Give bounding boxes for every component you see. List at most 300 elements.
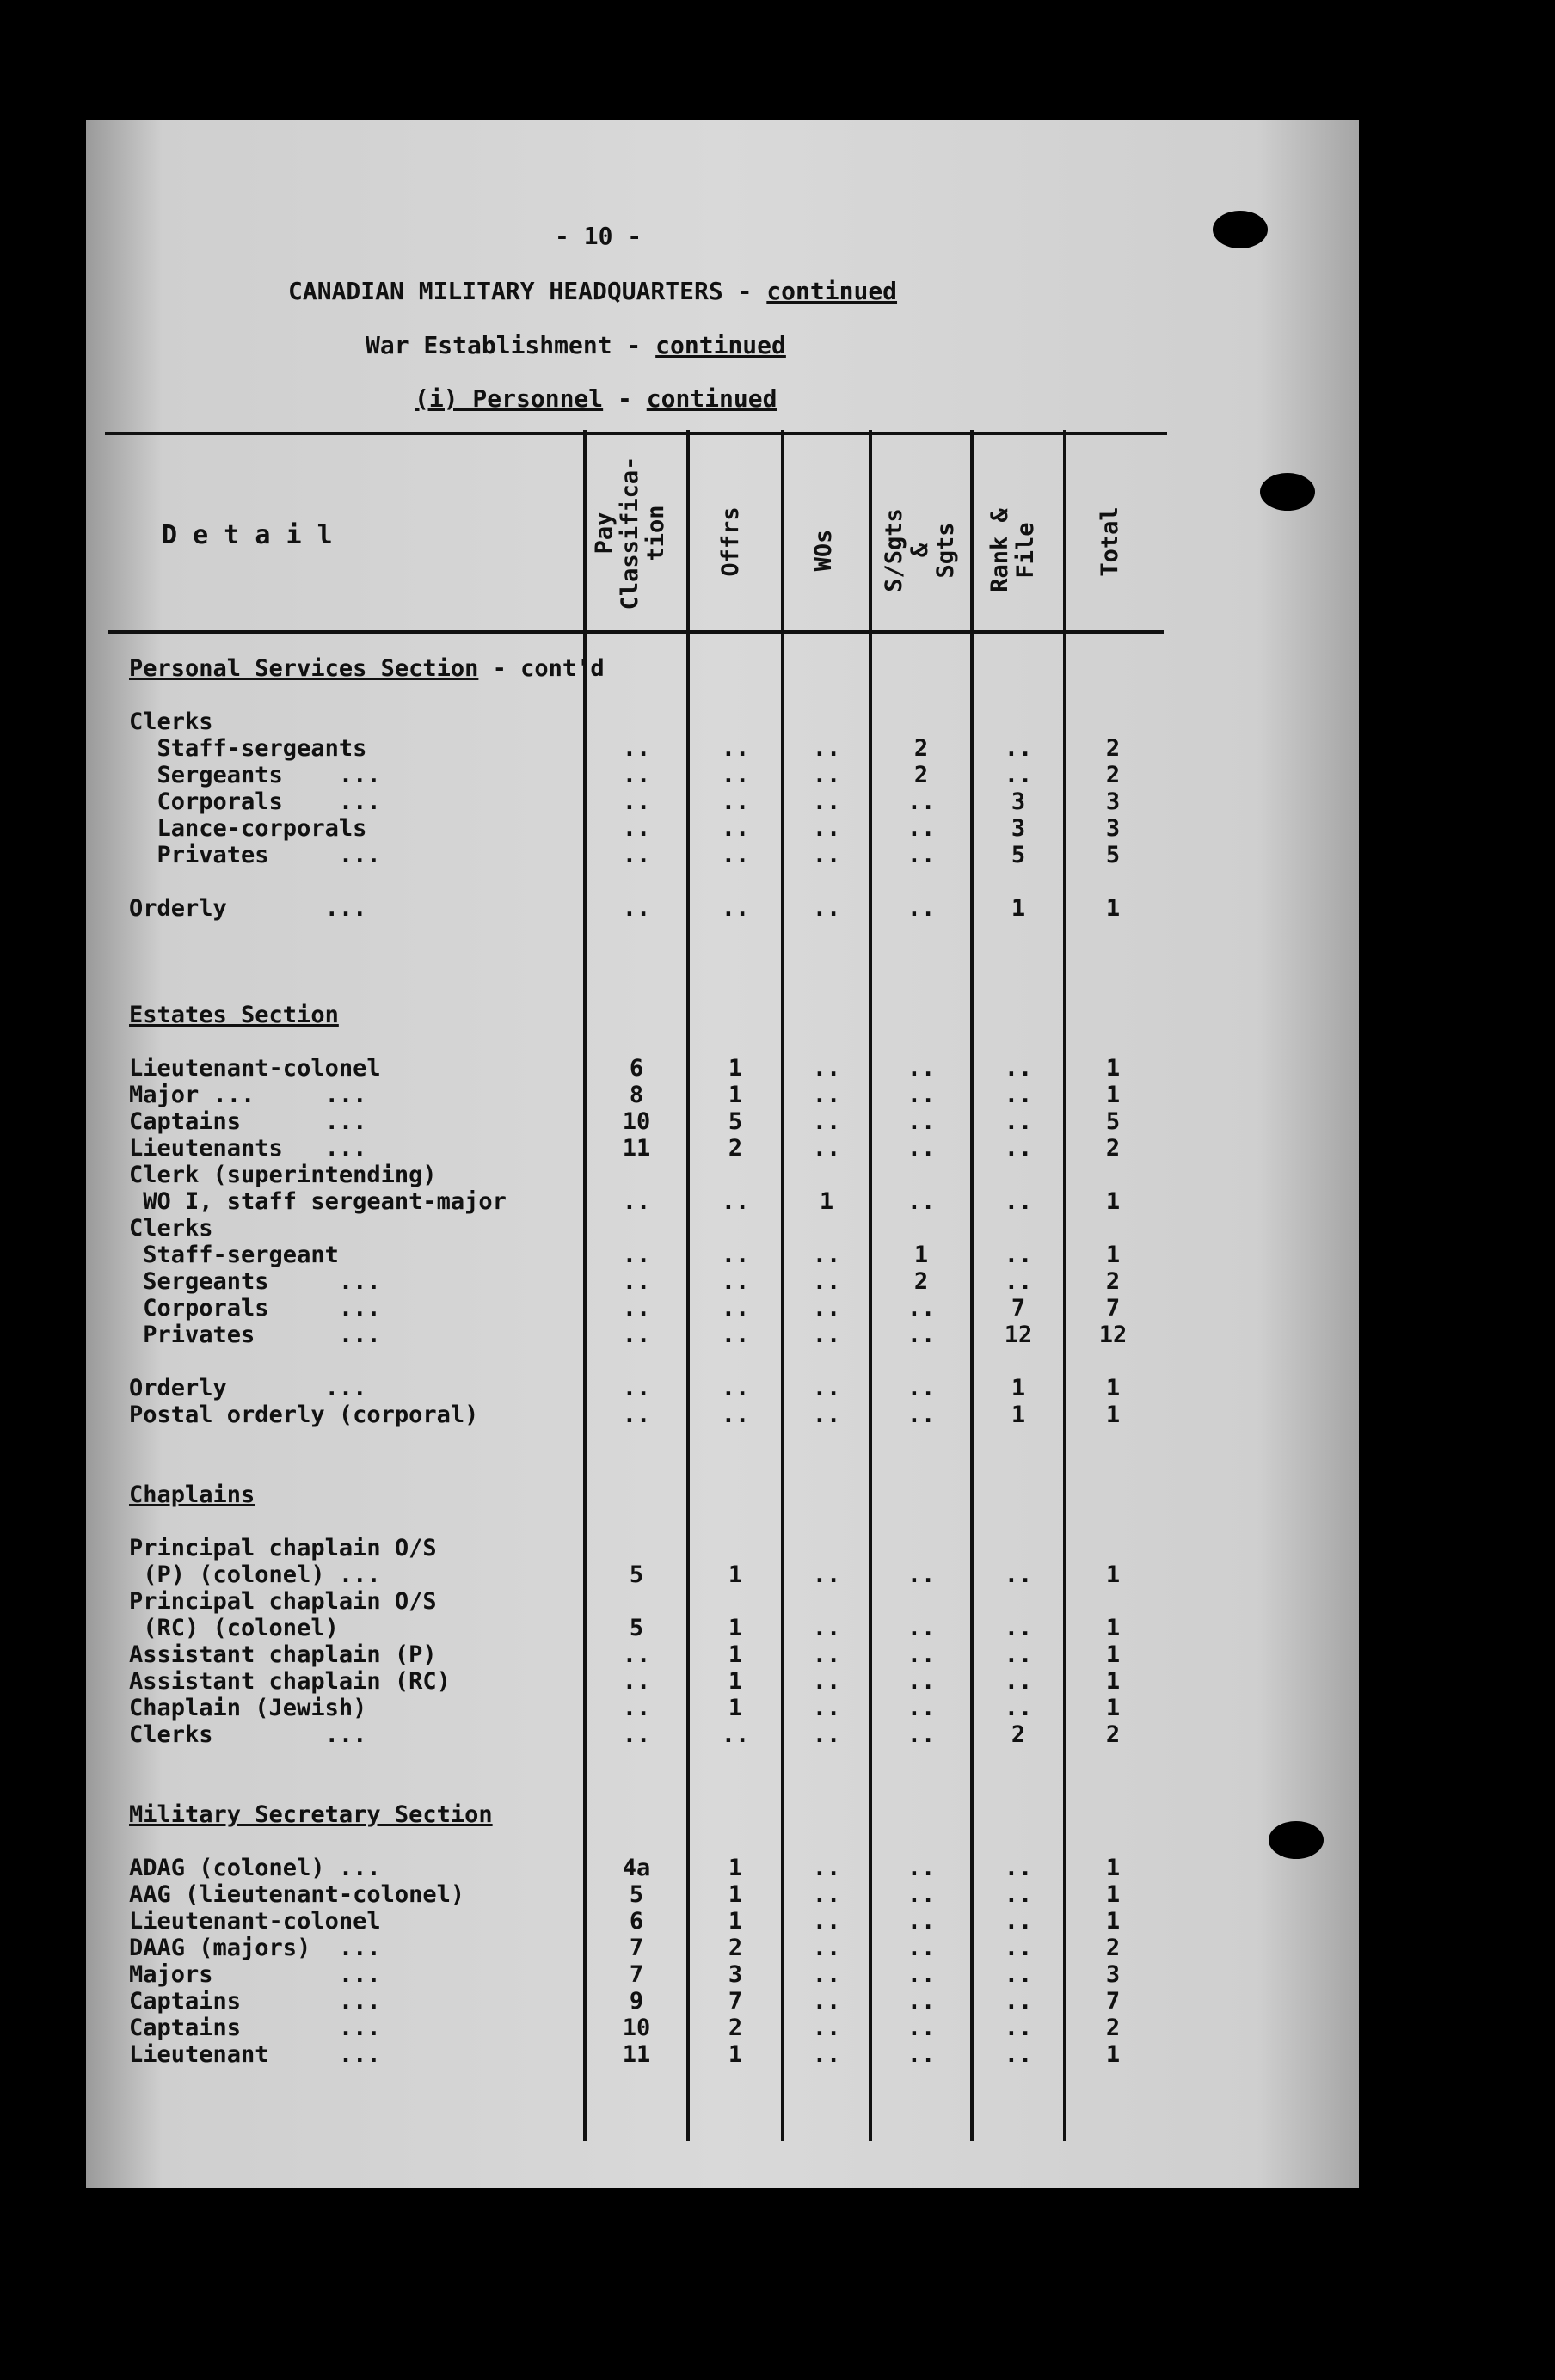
row-label: Sergeants ... xyxy=(129,1268,381,1295)
cell-wos: .. xyxy=(812,1402,841,1428)
cell-rank-file: .. xyxy=(1004,1615,1033,1641)
row-label xyxy=(129,1748,585,1775)
cell-total: 1 xyxy=(1105,1668,1121,1695)
cell-wos: .. xyxy=(812,815,841,842)
cell-wos: .. xyxy=(812,1375,841,1402)
cell-ssgts: .. xyxy=(907,1668,936,1695)
cell-offrs: 1 xyxy=(728,1615,743,1641)
cell-wos: .. xyxy=(812,842,841,868)
header-total: Total xyxy=(1097,506,1123,577)
cell-pay: .. xyxy=(622,1375,651,1402)
table-row xyxy=(129,922,1178,948)
row-label: ADAG (colonel) ... xyxy=(129,1855,381,1881)
cell-pay: 7 xyxy=(629,1961,644,1988)
cell-offrs: .. xyxy=(721,815,750,842)
table-row xyxy=(129,842,1178,868)
cell-rank-file: 1 xyxy=(1011,1375,1026,1402)
row-label xyxy=(129,948,585,975)
row-label: Sergeants ... xyxy=(129,762,381,788)
row-label: Orderly ... xyxy=(129,1375,367,1402)
cell-wos: .. xyxy=(812,1108,841,1135)
row-label: Captains ... xyxy=(129,1988,381,2015)
section-heading-row xyxy=(129,1002,1178,1028)
cell-ssgts: .. xyxy=(907,1908,936,1935)
table-row xyxy=(129,1535,1178,1561)
cell-wos: .. xyxy=(812,1935,841,1961)
table-row xyxy=(129,1828,1178,1855)
table-row xyxy=(129,948,1178,975)
table-row xyxy=(129,1775,1178,1801)
section-heading-row xyxy=(129,655,1178,682)
header-detail: D e t a i l xyxy=(162,520,333,550)
cell-pay: .. xyxy=(622,1695,651,1721)
cell-ssgts: .. xyxy=(907,1402,936,1428)
table-row xyxy=(129,1215,1178,1242)
row-label: Assistant chaplain (RC) xyxy=(129,1668,451,1695)
cell-ssgts: .. xyxy=(907,1961,936,1988)
cell-pay: .. xyxy=(622,895,651,922)
table-row xyxy=(129,1135,1178,1162)
table-top-rule xyxy=(105,432,1167,435)
table-row xyxy=(129,1508,1178,1535)
table-row xyxy=(129,1082,1178,1108)
row-label: Lieutenants ... xyxy=(129,1135,367,1162)
section-title: Personal Services Section xyxy=(129,655,479,682)
cell-wos: .. xyxy=(812,1268,841,1295)
row-label xyxy=(129,922,585,948)
header-wos: WOs xyxy=(810,529,837,572)
cell-offrs: .. xyxy=(721,1322,750,1348)
cell-pay: .. xyxy=(622,1268,651,1295)
cell-total: 5 xyxy=(1105,1108,1121,1135)
title-suffix: continued xyxy=(766,277,898,305)
cell-rank-file: .. xyxy=(1004,1188,1033,1215)
row-label: Principal chaplain O/S xyxy=(129,1535,437,1561)
row-label xyxy=(129,1775,585,1801)
cell-rank-file: .. xyxy=(1004,1641,1033,1668)
cell-ssgts: 2 xyxy=(913,735,929,762)
cell-pay: .. xyxy=(622,842,651,868)
cell-pay: 11 xyxy=(622,2041,651,2068)
cell-total: 7 xyxy=(1105,1988,1121,2015)
cell-total: 2 xyxy=(1105,762,1121,788)
row-label: Clerks xyxy=(129,708,213,735)
cell-ssgts: .. xyxy=(907,1295,936,1322)
header-offrs: Offrs xyxy=(717,506,744,577)
cell-wos: .. xyxy=(812,1242,841,1268)
cell-offrs: .. xyxy=(721,1375,750,1402)
cell-pay: 5 xyxy=(629,1561,644,1588)
cell-offrs: .. xyxy=(721,1402,750,1428)
cell-offrs: .. xyxy=(721,735,750,762)
table-row xyxy=(129,1881,1178,1908)
cell-offrs: 1 xyxy=(728,1668,743,1695)
row-label xyxy=(129,1428,585,1455)
section-title: Military Secretary Section xyxy=(129,1801,493,1828)
cell-pay: .. xyxy=(622,1295,651,1322)
punch-hole xyxy=(1260,473,1315,511)
cell-ssgts: .. xyxy=(907,1375,936,1402)
cell-pay: .. xyxy=(622,735,651,762)
cell-rank-file: .. xyxy=(1004,1108,1033,1135)
row-label xyxy=(129,1828,585,1855)
cell-total: 3 xyxy=(1105,815,1121,842)
cell-ssgts: 2 xyxy=(913,762,929,788)
row-label: Privates ... xyxy=(129,1322,381,1348)
cell-rank-file: .. xyxy=(1004,1242,1033,1268)
cell-pay: 10 xyxy=(622,1108,651,1135)
row-label: Clerks ... xyxy=(129,1721,367,1748)
cell-rank-file: .. xyxy=(1004,2015,1033,2041)
cell-ssgts: .. xyxy=(907,1322,936,1348)
table-row xyxy=(129,1988,1178,2015)
cell-wos: .. xyxy=(812,1881,841,1908)
cell-total: 3 xyxy=(1105,788,1121,815)
cell-rank-file: .. xyxy=(1004,1961,1033,1988)
cell-rank-file: .. xyxy=(1004,1881,1033,1908)
cell-ssgts: .. xyxy=(907,895,936,922)
cell-offrs: 5 xyxy=(728,1108,743,1135)
section-heading xyxy=(129,1801,585,1828)
cell-total: 1 xyxy=(1105,1242,1121,1268)
cell-wos: .. xyxy=(812,735,841,762)
page-title: CANADIAN MILITARY HEADQUARTERS - continued xyxy=(288,277,898,305)
cell-ssgts: .. xyxy=(907,1615,936,1641)
cell-rank-file: 1 xyxy=(1011,895,1026,922)
cell-ssgts: .. xyxy=(907,2041,936,2068)
table-row xyxy=(129,975,1178,1002)
cell-rank-file: .. xyxy=(1004,1668,1033,1695)
header-ssgts: S/Sgts & Sgts xyxy=(881,508,959,592)
cell-rank-file: 3 xyxy=(1011,815,1026,842)
cell-ssgts: .. xyxy=(907,1055,936,1082)
cell-rank-file: .. xyxy=(1004,1988,1033,2015)
table-row xyxy=(129,1028,1178,1055)
cell-offrs: 1 xyxy=(728,2041,743,2068)
cell-offrs: .. xyxy=(721,842,750,868)
cell-wos: .. xyxy=(812,1721,841,1748)
cell-rank-file: 5 xyxy=(1011,842,1026,868)
table-row xyxy=(129,1908,1178,1935)
table-row xyxy=(129,682,1178,708)
subtitle-text: War Establishment xyxy=(366,331,612,359)
cell-ssgts: .. xyxy=(907,1988,936,2015)
cell-offrs: .. xyxy=(721,1188,750,1215)
cell-ssgts: .. xyxy=(907,1721,936,1748)
cell-pay: .. xyxy=(622,1188,651,1215)
table-row xyxy=(129,1268,1178,1295)
table-row xyxy=(129,815,1178,842)
table-row xyxy=(129,868,1178,895)
section-heading xyxy=(129,1002,585,1028)
cell-wos: .. xyxy=(812,1135,841,1162)
table-row xyxy=(129,1455,1178,1481)
row-label: Corporals ... xyxy=(129,788,381,815)
table-row xyxy=(129,788,1178,815)
row-label: (RC) (colonel) xyxy=(129,1615,339,1641)
cell-offrs: .. xyxy=(721,1295,750,1322)
cell-pay: 4a xyxy=(622,1855,651,1881)
cell-ssgts: 1 xyxy=(913,1242,929,1268)
row-label: Assistant chaplain (P) xyxy=(129,1641,437,1668)
cell-pay: 5 xyxy=(629,1881,644,1908)
table-row xyxy=(129,1428,1178,1455)
row-label xyxy=(129,1508,585,1535)
cell-wos: .. xyxy=(812,1615,841,1641)
cell-ssgts: .. xyxy=(907,1188,936,1215)
row-label: Chaplain (Jewish) xyxy=(129,1695,367,1721)
table-row xyxy=(129,762,1178,788)
cell-pay: 6 xyxy=(629,1055,644,1082)
row-label: Postal orderly (corporal) xyxy=(129,1402,479,1428)
cell-pay: 8 xyxy=(629,1082,644,1108)
cell-rank-file: 2 xyxy=(1011,1721,1026,1748)
cell-wos: .. xyxy=(812,762,841,788)
row-label: Lieutenant-colonel xyxy=(129,1055,381,1082)
row-label: Privates ... xyxy=(129,842,381,868)
row-label: DAAG (majors) ... xyxy=(129,1935,381,1961)
cell-ssgts: .. xyxy=(907,2015,936,2041)
cell-pay: .. xyxy=(622,1322,651,1348)
table-row xyxy=(129,1295,1178,1322)
header-rank-file: Rank & File xyxy=(986,508,1039,592)
cell-pay: .. xyxy=(622,1721,651,1748)
cell-wos: .. xyxy=(812,2015,841,2041)
cell-pay: .. xyxy=(622,815,651,842)
cell-wos: .. xyxy=(812,1561,841,1588)
cell-total: 7 xyxy=(1105,1295,1121,1322)
cell-rank-file: .. xyxy=(1004,735,1033,762)
row-label xyxy=(129,1455,585,1481)
cell-offrs: .. xyxy=(721,895,750,922)
header-bottom-rule xyxy=(108,630,1164,634)
section-heading-row xyxy=(129,1481,1178,1508)
row-label: Corporals ... xyxy=(129,1295,381,1322)
row-label: Lieutenant-colonel xyxy=(129,1908,381,1935)
table-row xyxy=(129,1348,1178,1375)
row-label: Major ... ... xyxy=(129,1082,367,1108)
cell-offrs: 3 xyxy=(728,1961,743,1988)
row-label: Principal chaplain O/S xyxy=(129,1588,437,1615)
table-row xyxy=(129,1561,1178,1588)
cell-pay: .. xyxy=(622,762,651,788)
subtitle-suffix: continued xyxy=(655,331,786,359)
cell-ssgts: .. xyxy=(907,1881,936,1908)
cell-total: 1 xyxy=(1105,1881,1121,1908)
row-label: Lance-corporals xyxy=(129,815,367,842)
punch-hole xyxy=(1213,211,1268,248)
section-title: Chaplains xyxy=(129,1481,255,1508)
cell-pay: 9 xyxy=(629,1988,644,2015)
cell-rank-file: .. xyxy=(1004,1268,1033,1295)
page-number: - 10 - xyxy=(555,222,642,250)
row-label: Clerks xyxy=(129,1215,213,1242)
table-row xyxy=(129,895,1178,922)
row-label xyxy=(129,1028,585,1055)
cell-rank-file: .. xyxy=(1004,1082,1033,1108)
row-label: Clerk (superintending) xyxy=(129,1162,437,1188)
cell-offrs: 2 xyxy=(728,2015,743,2041)
cell-offrs: 7 xyxy=(728,1988,743,2015)
table-body xyxy=(129,655,1178,2068)
cell-total: 1 xyxy=(1105,1855,1121,1881)
table-row xyxy=(129,1588,1178,1615)
sub-subtitle-suffix: continued xyxy=(646,384,778,413)
cell-rank-file: 12 xyxy=(1004,1322,1033,1348)
cell-rank-file: 3 xyxy=(1011,788,1026,815)
row-label: Lieutenant ... xyxy=(129,2041,381,2068)
section-heading xyxy=(129,1481,585,1508)
cell-total: 2 xyxy=(1105,735,1121,762)
table-row xyxy=(129,708,1178,735)
cell-wos: .. xyxy=(812,1695,841,1721)
cell-total: 1 xyxy=(1105,1375,1121,1402)
section-title: Estates Section xyxy=(129,1002,339,1028)
cell-total: 12 xyxy=(1098,1322,1128,1348)
cell-offrs: 1 xyxy=(728,1855,743,1881)
cell-pay: .. xyxy=(622,1668,651,1695)
section-heading xyxy=(129,655,605,682)
row-label: Captains ... xyxy=(129,2015,381,2041)
cell-offrs: 1 xyxy=(728,1908,743,1935)
row-label: Captains ... xyxy=(129,1108,367,1135)
row-label: WO I, staff sergeant-major xyxy=(129,1188,507,1215)
cell-wos: .. xyxy=(812,1908,841,1935)
cell-offrs: 1 xyxy=(728,1695,743,1721)
row-label xyxy=(129,682,585,708)
cell-ssgts: .. xyxy=(907,1135,936,1162)
table-row xyxy=(129,1695,1178,1721)
table-row xyxy=(129,1055,1178,1082)
cell-rank-file: .. xyxy=(1004,1695,1033,1721)
cell-rank-file: .. xyxy=(1004,1935,1033,1961)
table-row xyxy=(129,1242,1178,1268)
cell-wos: 1 xyxy=(819,1188,834,1215)
cell-pay: 5 xyxy=(629,1615,644,1641)
cell-wos: .. xyxy=(812,1641,841,1668)
cell-offrs: .. xyxy=(721,1721,750,1748)
cell-wos: .. xyxy=(812,1082,841,1108)
sub-subtitle-text: (i) Personnel xyxy=(415,384,604,413)
table-row xyxy=(129,1748,1178,1775)
cell-total: 5 xyxy=(1105,842,1121,868)
row-label: Staff-sergeant xyxy=(129,1242,339,1268)
cell-total: 2 xyxy=(1105,1935,1121,1961)
cell-ssgts: .. xyxy=(907,1695,936,1721)
cell-rank-file: .. xyxy=(1004,1055,1033,1082)
cell-ssgts: .. xyxy=(907,1935,936,1961)
cell-total: 2 xyxy=(1105,1135,1121,1162)
cell-wos: .. xyxy=(812,2041,841,2068)
cell-ssgts: .. xyxy=(907,815,936,842)
table-row xyxy=(129,1108,1178,1135)
cell-total: 1 xyxy=(1105,1908,1121,1935)
cell-wos: .. xyxy=(812,788,841,815)
cell-ssgts: .. xyxy=(907,788,936,815)
sub-subtitle: (i) Personnel - continued xyxy=(415,384,778,413)
cell-wos: .. xyxy=(812,1961,841,1988)
cell-pay: .. xyxy=(622,1402,651,1428)
cell-pay: .. xyxy=(622,1242,651,1268)
cell-rank-file: .. xyxy=(1004,1855,1033,1881)
cell-ssgts: 2 xyxy=(913,1268,929,1295)
cell-offrs: 1 xyxy=(728,1055,743,1082)
cell-rank-file: 1 xyxy=(1011,1402,1026,1428)
table-row xyxy=(129,1402,1178,1428)
table-row xyxy=(129,2041,1178,2068)
cell-total: 1 xyxy=(1105,1082,1121,1108)
cell-ssgts: .. xyxy=(907,1641,936,1668)
table-row xyxy=(129,1961,1178,1988)
table-row xyxy=(129,1855,1178,1881)
table-row xyxy=(129,735,1178,762)
cell-wos: .. xyxy=(812,1055,841,1082)
cell-total: 2 xyxy=(1105,1721,1121,1748)
cell-total: 1 xyxy=(1105,895,1121,922)
row-label: Staff-sergeants xyxy=(129,735,367,762)
table-row xyxy=(129,1721,1178,1748)
cell-wos: .. xyxy=(812,1322,841,1348)
cell-total: 3 xyxy=(1105,1961,1121,1988)
cell-rank-file: .. xyxy=(1004,1908,1033,1935)
cell-offrs: .. xyxy=(721,1268,750,1295)
table-row xyxy=(129,1641,1178,1668)
section-heading-row xyxy=(129,1801,1178,1828)
cell-pay: 10 xyxy=(622,2015,651,2041)
row-label xyxy=(129,868,585,895)
cell-offrs: 1 xyxy=(728,1561,743,1588)
header-pay-classification: Pay Classifica- tion xyxy=(591,456,669,610)
cell-offrs: .. xyxy=(721,1242,750,1268)
table-row xyxy=(129,1375,1178,1402)
table-row xyxy=(129,2015,1178,2041)
cell-total: 1 xyxy=(1105,1055,1121,1082)
cell-wos: .. xyxy=(812,1855,841,1881)
table-row xyxy=(129,1188,1178,1215)
cell-rank-file: .. xyxy=(1004,1135,1033,1162)
table-row xyxy=(129,1162,1178,1188)
cell-offrs: 1 xyxy=(728,1641,743,1668)
title-text: CANADIAN MILITARY HEADQUARTERS xyxy=(288,277,723,305)
cell-ssgts: .. xyxy=(907,1561,936,1588)
table-row xyxy=(129,1322,1178,1348)
cell-offrs: 1 xyxy=(728,1082,743,1108)
row-label: (P) (colonel) ... xyxy=(129,1561,381,1588)
punch-hole xyxy=(1269,1821,1324,1859)
cell-ssgts: .. xyxy=(907,842,936,868)
cell-rank-file: .. xyxy=(1004,1561,1033,1588)
cell-wos: .. xyxy=(812,1668,841,1695)
cell-total: 1 xyxy=(1105,1402,1121,1428)
cell-total: 1 xyxy=(1105,1641,1121,1668)
cell-total: 1 xyxy=(1105,1188,1121,1215)
row-label xyxy=(129,975,585,1002)
subtitle: War Establishment - continued xyxy=(366,331,786,359)
cell-offrs: .. xyxy=(721,762,750,788)
section-suffix: - cont'd xyxy=(478,655,605,682)
cell-total: 2 xyxy=(1105,1268,1121,1295)
cell-offrs: 2 xyxy=(728,1935,743,1961)
cell-total: 1 xyxy=(1105,1615,1121,1641)
row-label: Orderly ... xyxy=(129,895,367,922)
cell-total: 1 xyxy=(1105,1695,1121,1721)
cell-rank-file: .. xyxy=(1004,2041,1033,2068)
cell-ssgts: .. xyxy=(907,1082,936,1108)
table-row xyxy=(129,1668,1178,1695)
cell-rank-file: 7 xyxy=(1011,1295,1026,1322)
cell-pay: .. xyxy=(622,788,651,815)
cell-wos: .. xyxy=(812,895,841,922)
